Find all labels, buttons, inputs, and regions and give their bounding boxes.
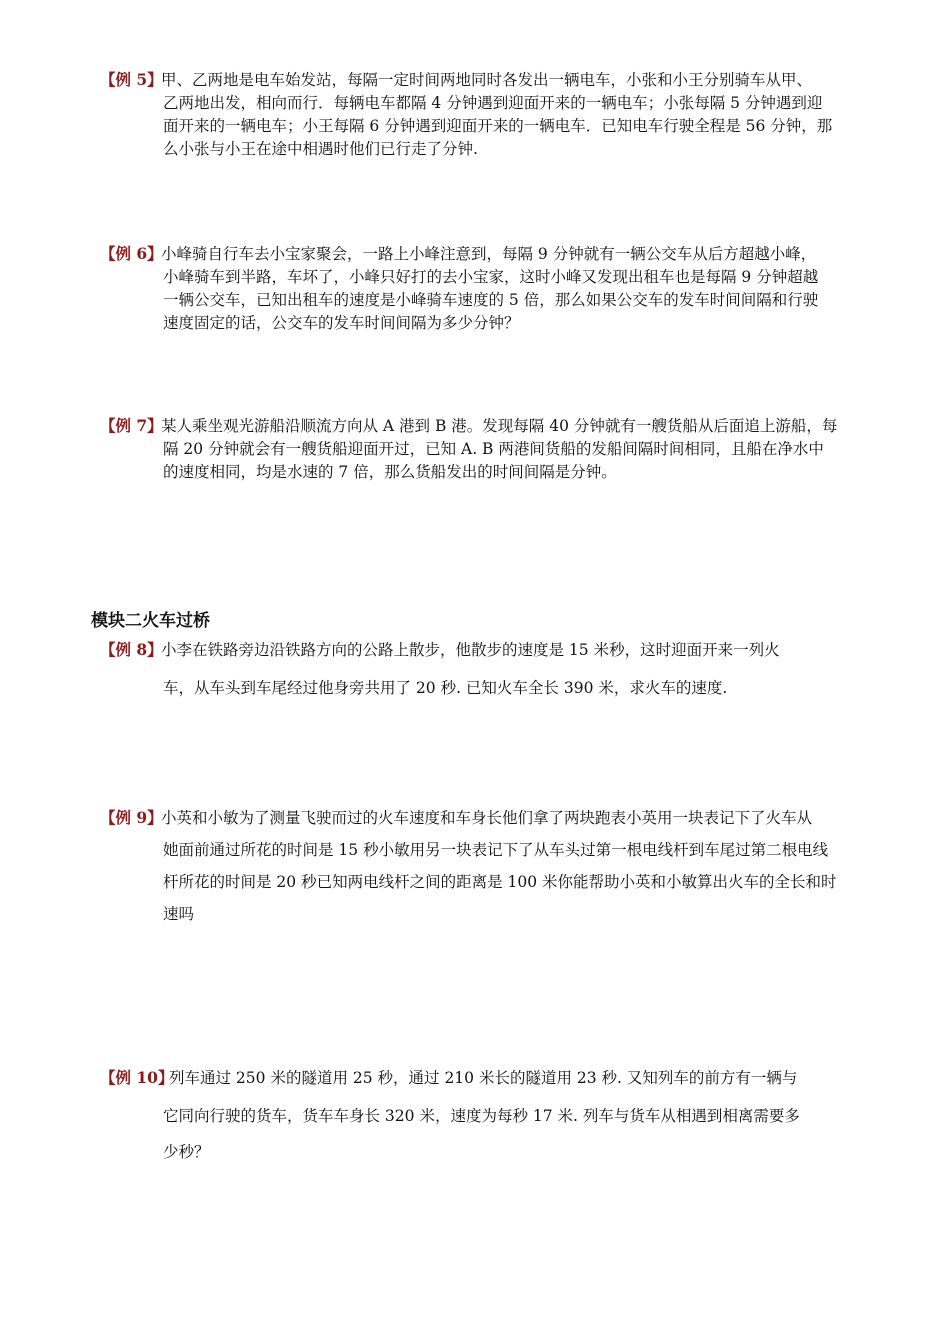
problem-text-line: 速吗 [163,905,195,923]
problem-tag: 【例 9】 [100,808,163,827]
problem-text-line: 速度固定的话，公交车的发车时间间隔为多少分钟？ [163,314,520,332]
problem-text-line: 列车通过 250 米的隧道用 25 秒，通过 210 米长的隧道用 23 秒. 又知列车的前方有一辆与 [169,1069,798,1087]
problem-text-line: 一辆公交车，已知出租车的速度是小峰骑车速度的 5 倍，那么如果公交车的发车时间间隔和行驶 [163,291,819,309]
problem-text-line: 的速度相同，均是水速的 7 倍，那么货船发出的时间间隔是分钟。 [163,463,617,481]
problem-text-line: 面开来的一辆电车；小王每隔 6 分钟遇到迎面开来的一辆电车．已知电车行驶全程是 56 分钟，那 [163,117,833,135]
problem-text-line: 杆所花的时间是 20 秒已知两电线杆之间的距离是 100 米你能帮助小英和小敏算出火车的全长和时 [163,873,837,891]
problem-text-line: 它同向行驶的货车，货车车身长 320 米，速度为每秒 17 米. 列车与货车从相遇到相离需要多 [163,1107,800,1125]
problem-text-line: 甲、乙两地是电车始发站，每隔一定时间两地同时各发出一辆电车，小张和小王分别骑车从甲、 [161,71,813,89]
problem-text-line: 车，从车头到车尾经过他身旁共用了 20 秒. 已知火车全长 390 米，求火车的速度. [163,679,728,697]
problem-text-line: 小峰骑自行车去小宝家聚会，一路上小峰注意到，每隔 9 分钟就有一辆公交车从后方超越小峰， [161,245,817,263]
problem-text-line: 乙两地出发，相向而行．每辆电车都隔 4 分钟遇到迎面开来的一辆电车；小张每隔 5 分钟遇到迎 [163,94,823,112]
problem-text-line: 她面前通过所花的时间是 15 秒小敏用另一块表记下了从车头过第一根电线杆到车尾过第二根电线 [163,841,829,859]
problem-text-line: 隔 20 分钟就会有一艘货船迎面开过，已知 A. B 两港间货船的发船间隔时间相同，且船在净水中 [163,440,824,458]
problem-tag: 【例 7】 [100,416,163,435]
problem-text-line: 小李在铁路旁边沿铁路方向的公路上散步，他散步的速度是 15 米秒，这时迎面开来一列火 [161,641,780,659]
problem-tag: 【例 8】 [100,640,163,659]
problem-text-line: 某人乘坐观光游船沿顺流方向从 A 港到 B 港。发现每隔 40 分钟就有一艘货船从后面追上游船，每 [161,417,838,435]
problem-tag: 【例 10】 [100,1068,174,1087]
problem-text-line: 小英和小敏为了测量飞驶而过的火车速度和车身长他们拿了两块跑表小英用一块表记下了火车从 [161,809,813,827]
problem-tag: 【例 6】 [100,244,163,263]
problem-text-line: 么小张与小王在途中相遇时他们已行走了分钟. [163,140,478,158]
problem-text-line: 小峰骑车到半路，车坏了，小峰只好打的去小宝家，这时小峰又发现出租车也是每隔 9 分钟超越 [163,268,819,286]
problem-tag: 【例 5】 [100,70,163,89]
problem-text-line: 少秒？ [163,1143,210,1161]
section-title: 模块二火车过桥 [91,611,210,631]
